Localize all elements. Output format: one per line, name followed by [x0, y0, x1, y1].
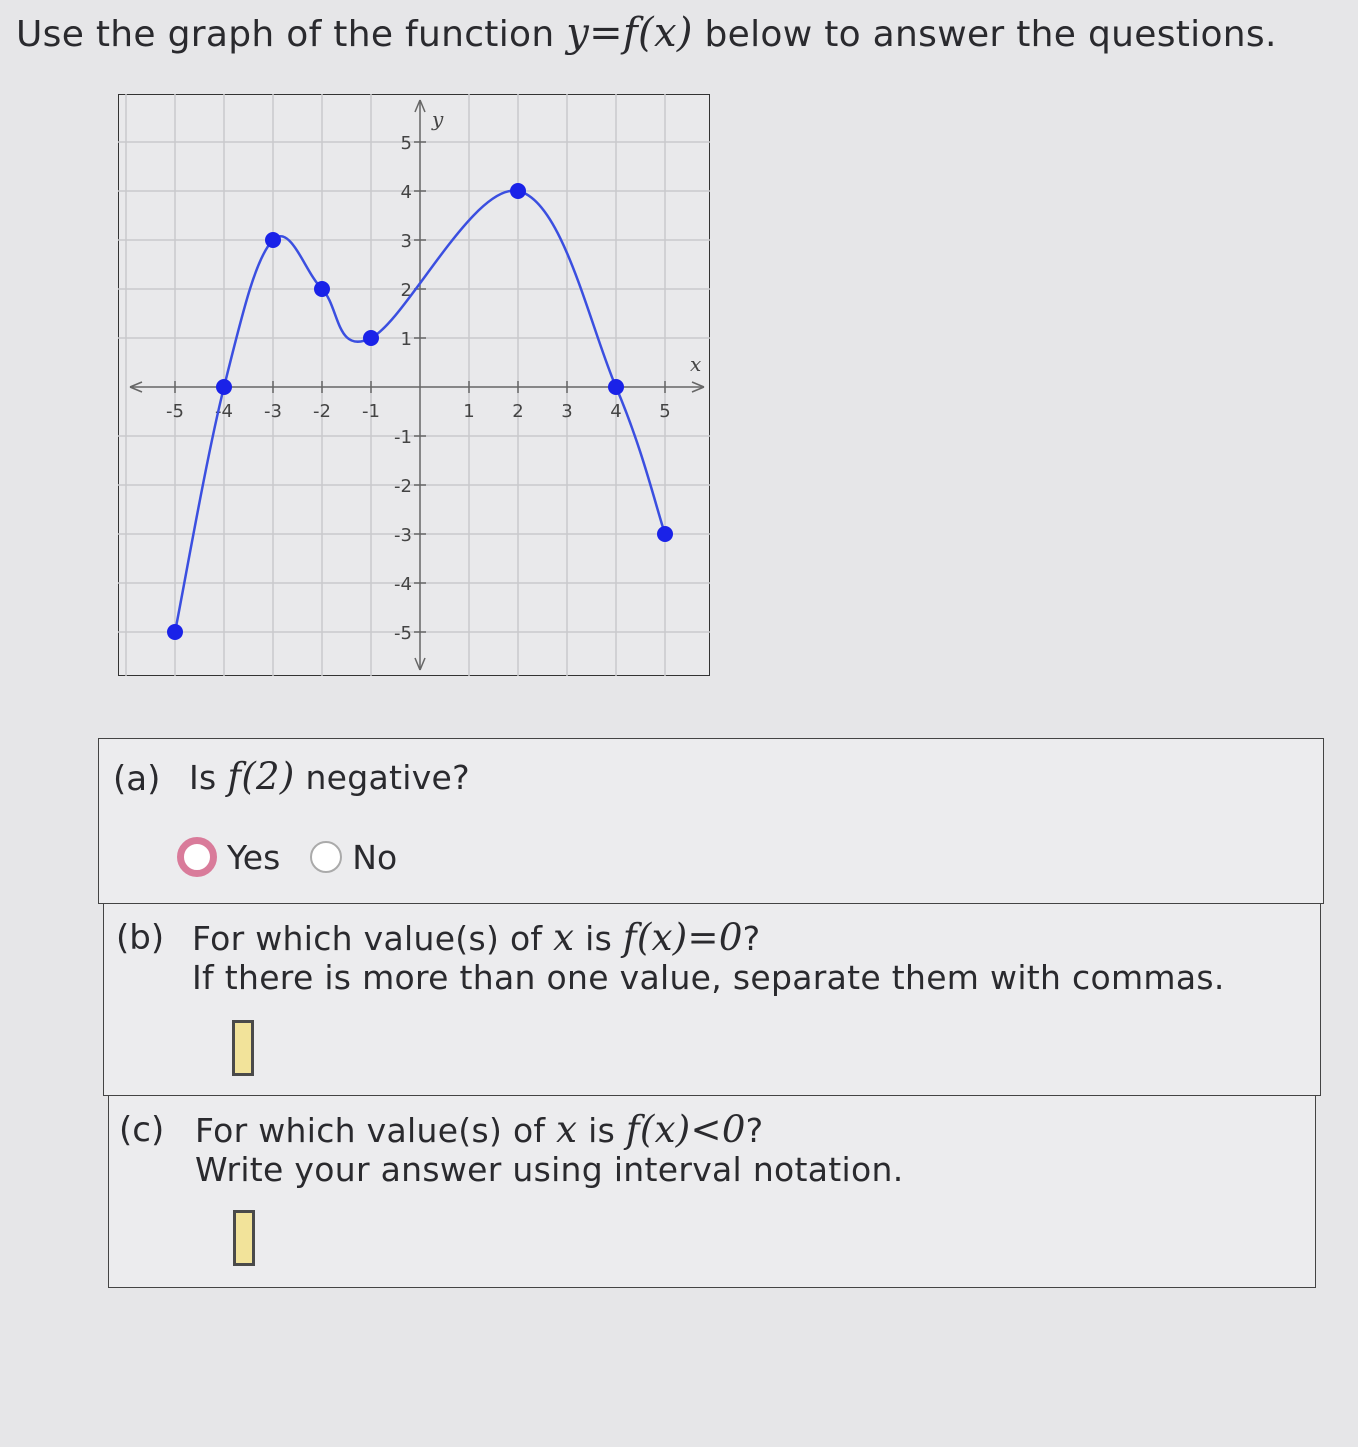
y-axis-label: y: [432, 107, 444, 131]
question-b-instruction: If there is more than one value, separate them with commas.: [192, 958, 1225, 997]
answer-c-input[interactable]: [233, 1210, 255, 1266]
x-tick-label: 1: [463, 401, 475, 422]
function-graph: [118, 94, 710, 676]
x-tick-label: -5: [166, 401, 184, 422]
question-b-is: is: [585, 919, 613, 958]
y-tick-label: 4: [400, 182, 412, 203]
x-tick-label: 2: [512, 401, 524, 422]
answer-b-input[interactable]: [232, 1020, 254, 1076]
instruction-text: [16, 10, 1277, 56]
question-a-suffix: negative?: [305, 758, 470, 797]
y-tick-label: -4: [394, 574, 412, 595]
key-point: [608, 379, 624, 395]
x-tick-label: -1: [362, 401, 380, 422]
key-point: [216, 379, 232, 395]
x-tick-label: -4: [215, 401, 233, 422]
question-c-end: ?: [745, 1111, 764, 1150]
key-point: [363, 330, 379, 346]
x-tick-label: -2: [313, 401, 331, 422]
yes-no-radio-group: [177, 837, 427, 877]
key-point: [265, 232, 281, 248]
x-tick-label: -3: [264, 401, 282, 422]
question-b-end: ?: [742, 919, 761, 958]
x-tick-label: 5: [659, 401, 671, 422]
question-c-label: (c): [119, 1110, 165, 1150]
question-c-panel: [108, 1095, 1316, 1288]
instruction-suffix: below to answer the questions.: [704, 14, 1277, 55]
question-b-label: (b): [116, 918, 165, 958]
y-tick-label: 3: [400, 231, 412, 252]
no-radio-button[interactable]: [310, 841, 342, 873]
question-c-instruction: Write your answer using interval notation.: [195, 1150, 904, 1189]
question-b-text: [192, 916, 761, 959]
instruction-function: y=f(x): [566, 10, 693, 56]
key-point: [510, 183, 526, 199]
key-point: [314, 281, 330, 297]
question-a-panel: [98, 738, 1324, 904]
question-c-var: x: [556, 1108, 578, 1151]
key-point: [167, 624, 183, 640]
question-a-label: (a): [113, 759, 161, 799]
y-tick-label: -1: [394, 427, 412, 448]
question-c-text: [195, 1108, 764, 1151]
key-point: [657, 526, 673, 542]
y-tick-label: -3: [394, 525, 412, 546]
question-a-text: [189, 755, 470, 798]
question-b-panel: [103, 903, 1321, 1096]
question-c-is: is: [588, 1111, 616, 1150]
y-tick-label: 2: [400, 280, 412, 301]
question-c-math: f(x)<0: [625, 1108, 746, 1151]
no-radio-label[interactable]: No: [352, 837, 398, 877]
y-tick-label: 5: [400, 133, 412, 154]
x-tick-label: 3: [561, 401, 573, 422]
x-tick-label: 4: [610, 401, 622, 422]
question-b-math: f(x)=0: [622, 916, 743, 959]
question-a-math: f(2): [227, 755, 295, 798]
yes-radio-button[interactable]: [177, 837, 217, 877]
question-c-prefix: For which value(s) of: [195, 1111, 546, 1150]
yes-radio-label[interactable]: Yes: [227, 837, 281, 877]
question-b-prefix: For which value(s) of: [192, 919, 543, 958]
y-tick-label: -5: [394, 623, 412, 644]
y-tick-label: -2: [394, 476, 412, 497]
graph-canvas: [118, 94, 710, 676]
instruction-prefix: Use the graph of the function: [16, 14, 555, 55]
question-b-var: x: [553, 916, 575, 959]
x-axis-label: x: [690, 352, 702, 376]
y-tick-label: 1: [400, 329, 412, 350]
question-a-prefix: Is: [189, 758, 217, 797]
